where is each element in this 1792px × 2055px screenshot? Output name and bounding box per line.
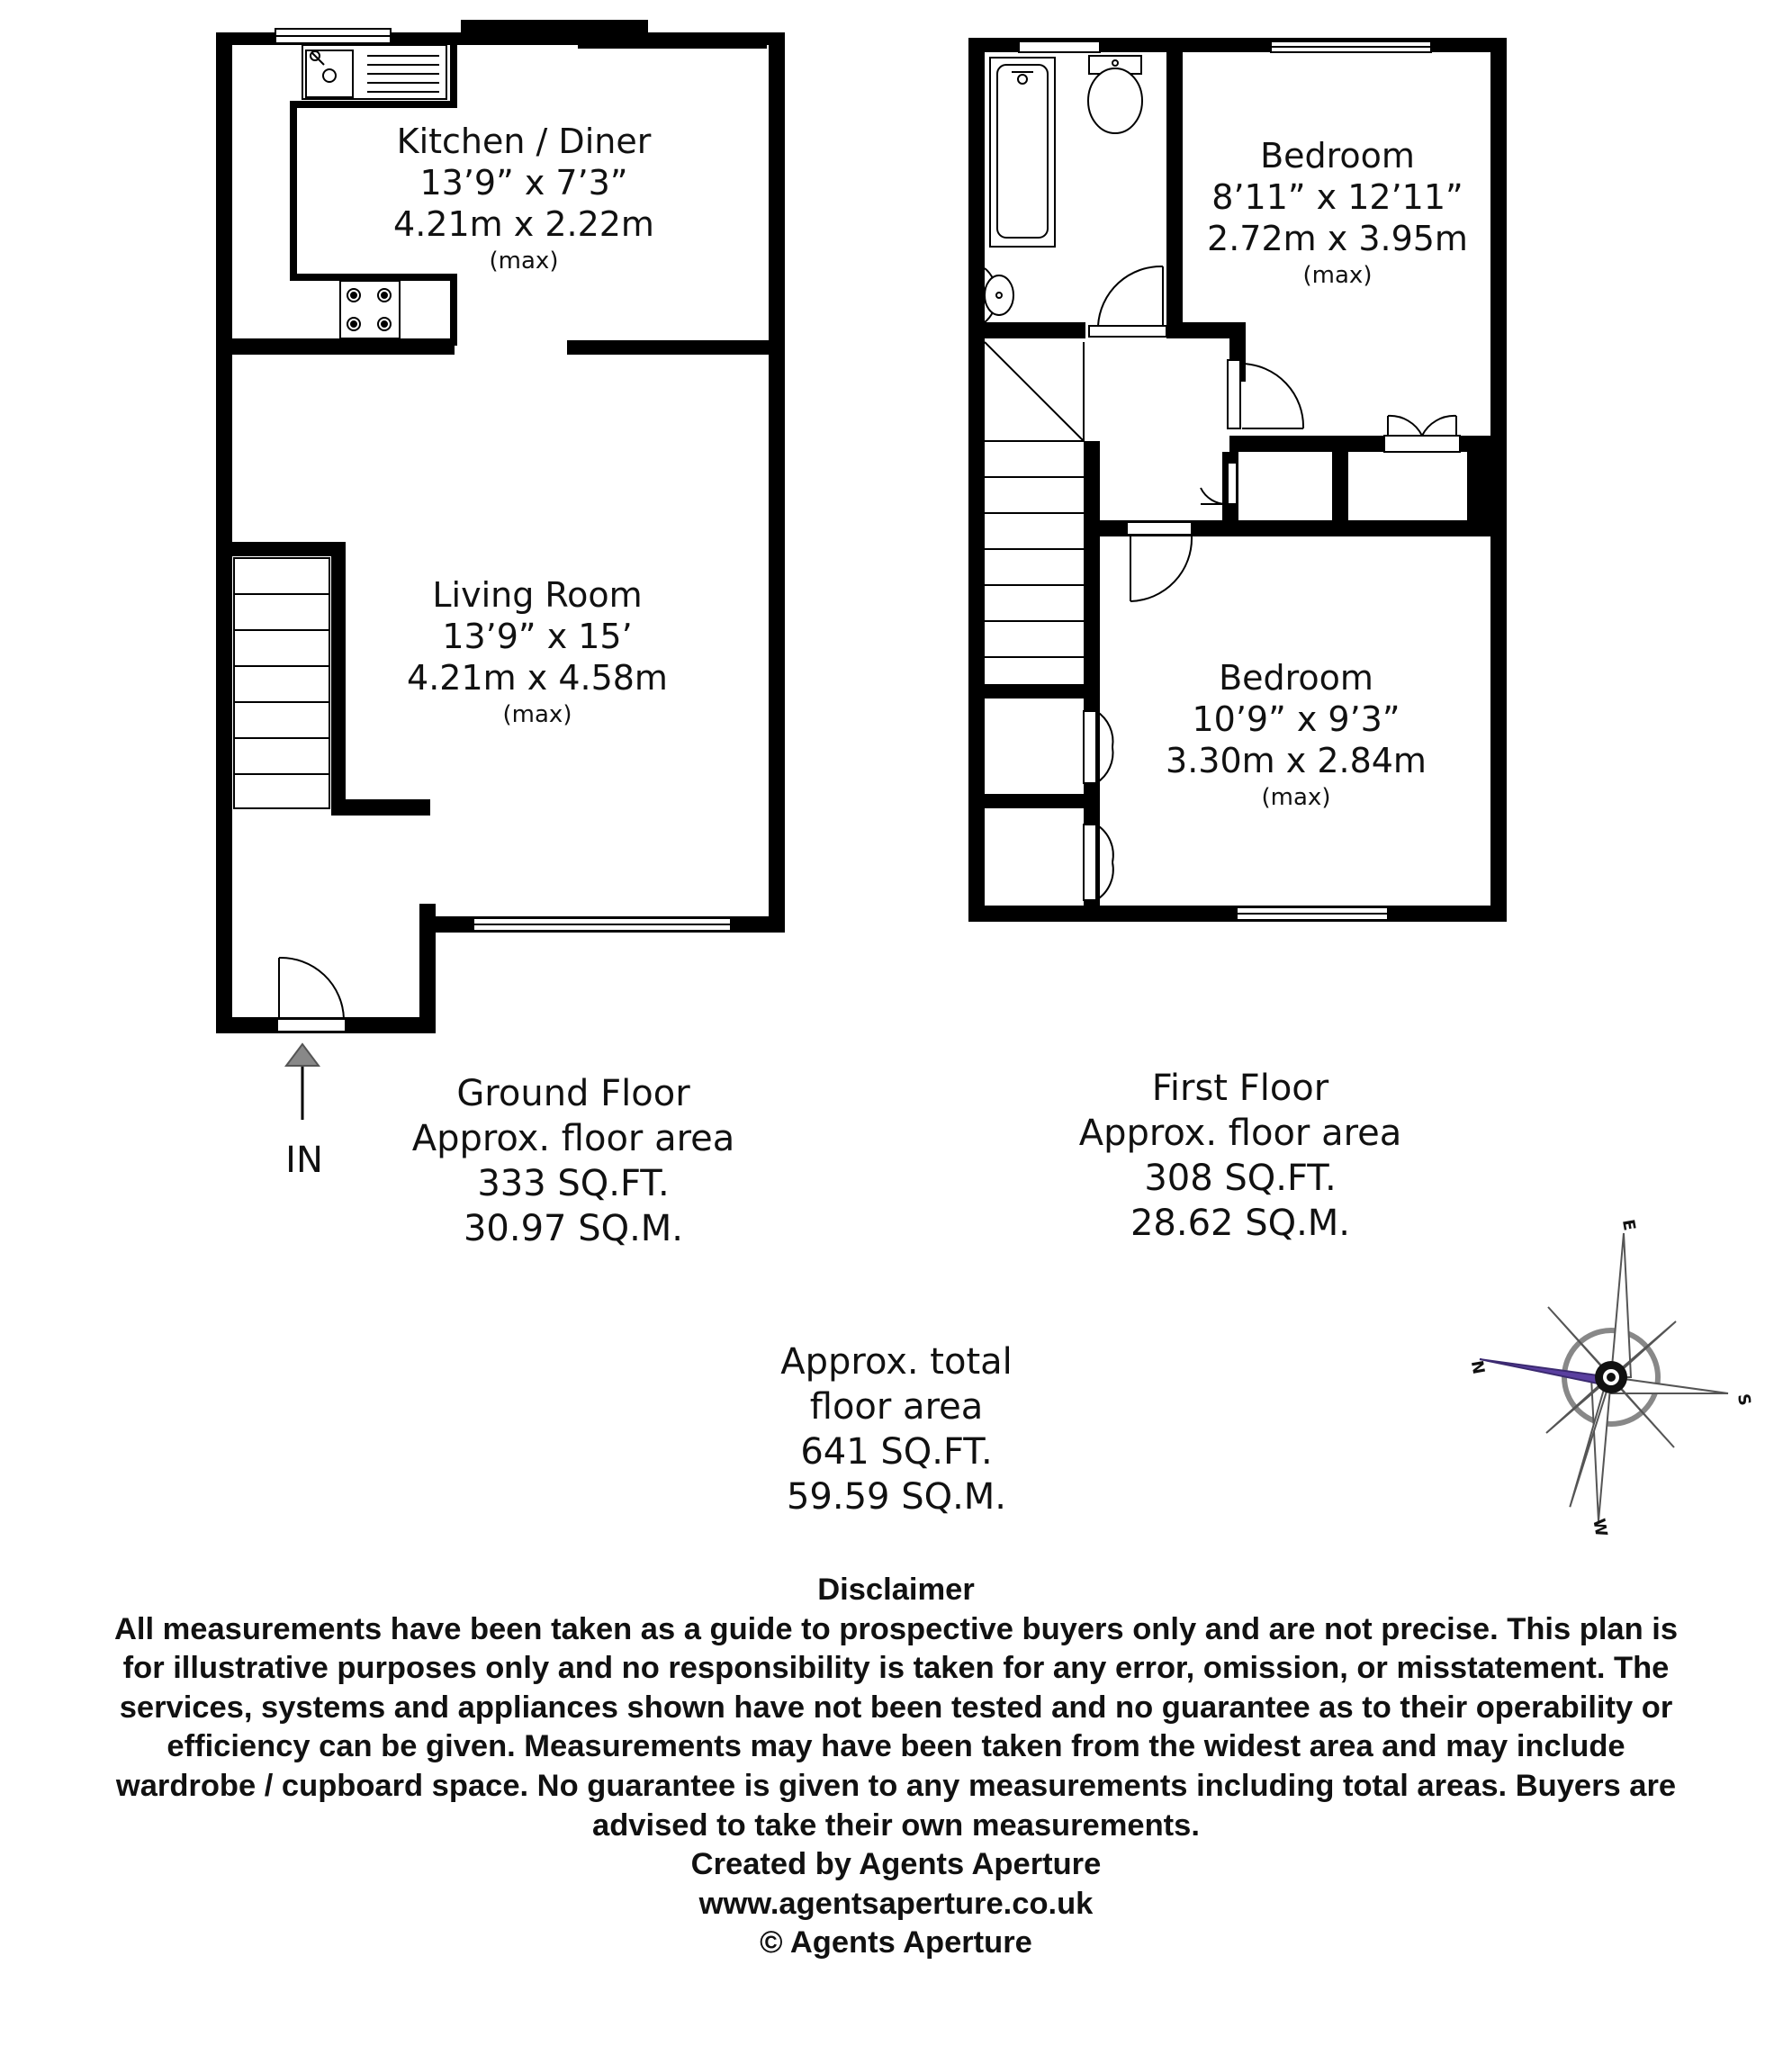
room-imperial: 10’9” x 9’3”: [1192, 699, 1400, 739]
disclaimer-title: Disclaimer: [817, 1573, 975, 1607]
summary-sqm: 28.62 SQ.M.: [1130, 1203, 1351, 1244]
room-note: (max): [502, 701, 572, 728]
room-imperial: 8’11” x 12’11”: [1211, 177, 1463, 217]
compass-icon: [1467, 1218, 1754, 1538]
counter: [290, 101, 297, 281]
entrance-arrow-icon: [286, 1044, 319, 1120]
total-line1: Approx. total: [780, 1341, 1013, 1383]
wall: [419, 904, 436, 1033]
bath-icon: [990, 58, 1055, 247]
ground-floor-summary: [412, 1073, 735, 1249]
room-note: (max): [489, 248, 559, 275]
wall: [1166, 38, 1183, 326]
room-metric: 4.21m x 2.22m: [393, 204, 654, 244]
room-name: Kitchen / Diner: [396, 122, 652, 161]
compass-s: S: [1733, 1392, 1754, 1408]
wall: [1332, 436, 1348, 526]
counter: [450, 36, 457, 108]
wall: [216, 32, 232, 1033]
sink-icon: [302, 45, 446, 99]
website-line: www.agentsaperture.co.uk: [698, 1886, 1094, 1921]
room-metric: 2.72m x 3.95m: [1207, 219, 1468, 258]
room-metric: 3.30m x 2.84m: [1166, 741, 1427, 780]
disclaimer: [36, 1571, 1756, 1963]
stair-wall: [331, 799, 430, 816]
disclaimer-line: services, systems and appliances shown have not been tested and no guarantee as to their operability or: [119, 1690, 1673, 1725]
room-note: (max): [1302, 262, 1373, 289]
compass-n: N: [1466, 1358, 1489, 1376]
counter: [450, 274, 457, 346]
wall: [216, 338, 455, 355]
bedroom2-label: [1166, 658, 1427, 811]
stair-wall: [983, 794, 1100, 808]
total-sqft: 641 SQ.FT.: [800, 1431, 993, 1473]
wall: [968, 38, 985, 922]
room-name: Bedroom: [1260, 136, 1415, 176]
room-imperial: 13’9” x 7’3”: [419, 163, 628, 203]
wall: [769, 32, 785, 933]
summary-title: First Floor: [1151, 1068, 1329, 1109]
summary-sqft: 333 SQ.FT.: [477, 1163, 670, 1204]
wall: [968, 322, 1085, 338]
wall: [1467, 436, 1490, 536]
entrance-label: IN: [285, 1140, 323, 1181]
room-imperial: 13’9” x 15’: [442, 617, 633, 656]
disclaimer-line: All measurements have been taken as a guide to prospective buyers only and are not precise. This plan is: [113, 1611, 1679, 1646]
first-floor-summary: [1079, 1068, 1402, 1244]
toilet-icon: [1088, 56, 1142, 133]
disclaimer-line: wardrobe / cupboard space. No guarantee is given to any measurements including total areas. Buyers are: [115, 1768, 1677, 1803]
wall: [1490, 38, 1507, 922]
total-line2: floor area: [809, 1386, 984, 1428]
disclaimer-line: advised to take their own measurements.: [592, 1807, 1200, 1843]
room-note: (max): [1261, 784, 1331, 811]
summary-sqm: 30.97 SQ.M.: [463, 1208, 684, 1249]
room-name: Living Room: [432, 575, 643, 615]
bedroom1-label: [1207, 136, 1468, 289]
credit-line: Created by Agents Aperture: [690, 1847, 1102, 1882]
entrance-door-icon: [279, 958, 344, 1019]
stair-wall: [983, 684, 1100, 699]
summary-line: Approx. floor area: [1078, 1113, 1402, 1154]
summary-line: Approx. floor area: [411, 1118, 735, 1159]
living-room-label: [407, 575, 668, 728]
kitchen-label: [393, 122, 654, 275]
first-floor-stairs: [985, 342, 1084, 657]
ground-stairs: [234, 558, 329, 808]
counter: [290, 101, 457, 108]
room-metric: 4.21m x 4.58m: [407, 658, 668, 698]
summary-title: Ground Floor: [456, 1073, 690, 1114]
wall: [1166, 322, 1238, 338]
summary-sqft: 308 SQ.FT.: [1144, 1158, 1337, 1199]
total-area-summary: [780, 1341, 1013, 1518]
stair-wall: [232, 542, 346, 556]
counter: [290, 274, 457, 281]
compass-e: E: [1618, 1218, 1639, 1232]
copyright-line: © Agents Aperture: [760, 1925, 1032, 1960]
disclaimer-line: for illustrative purposes only and no responsibility is taken for any error, omission, or misstatement. The: [122, 1651, 1670, 1686]
room-name: Bedroom: [1219, 658, 1373, 698]
disclaimer-line: efficiency can be given. Measurements may have been taken from the widest area and may include: [167, 1729, 1625, 1764]
hob-icon: [340, 281, 400, 338]
basin-icon: [985, 268, 1013, 322]
wall: [567, 340, 785, 355]
total-sqm: 59.59 SQ.M.: [786, 1476, 1007, 1518]
compass-w: W: [1589, 1517, 1611, 1538]
stair-wall: [331, 542, 346, 816]
